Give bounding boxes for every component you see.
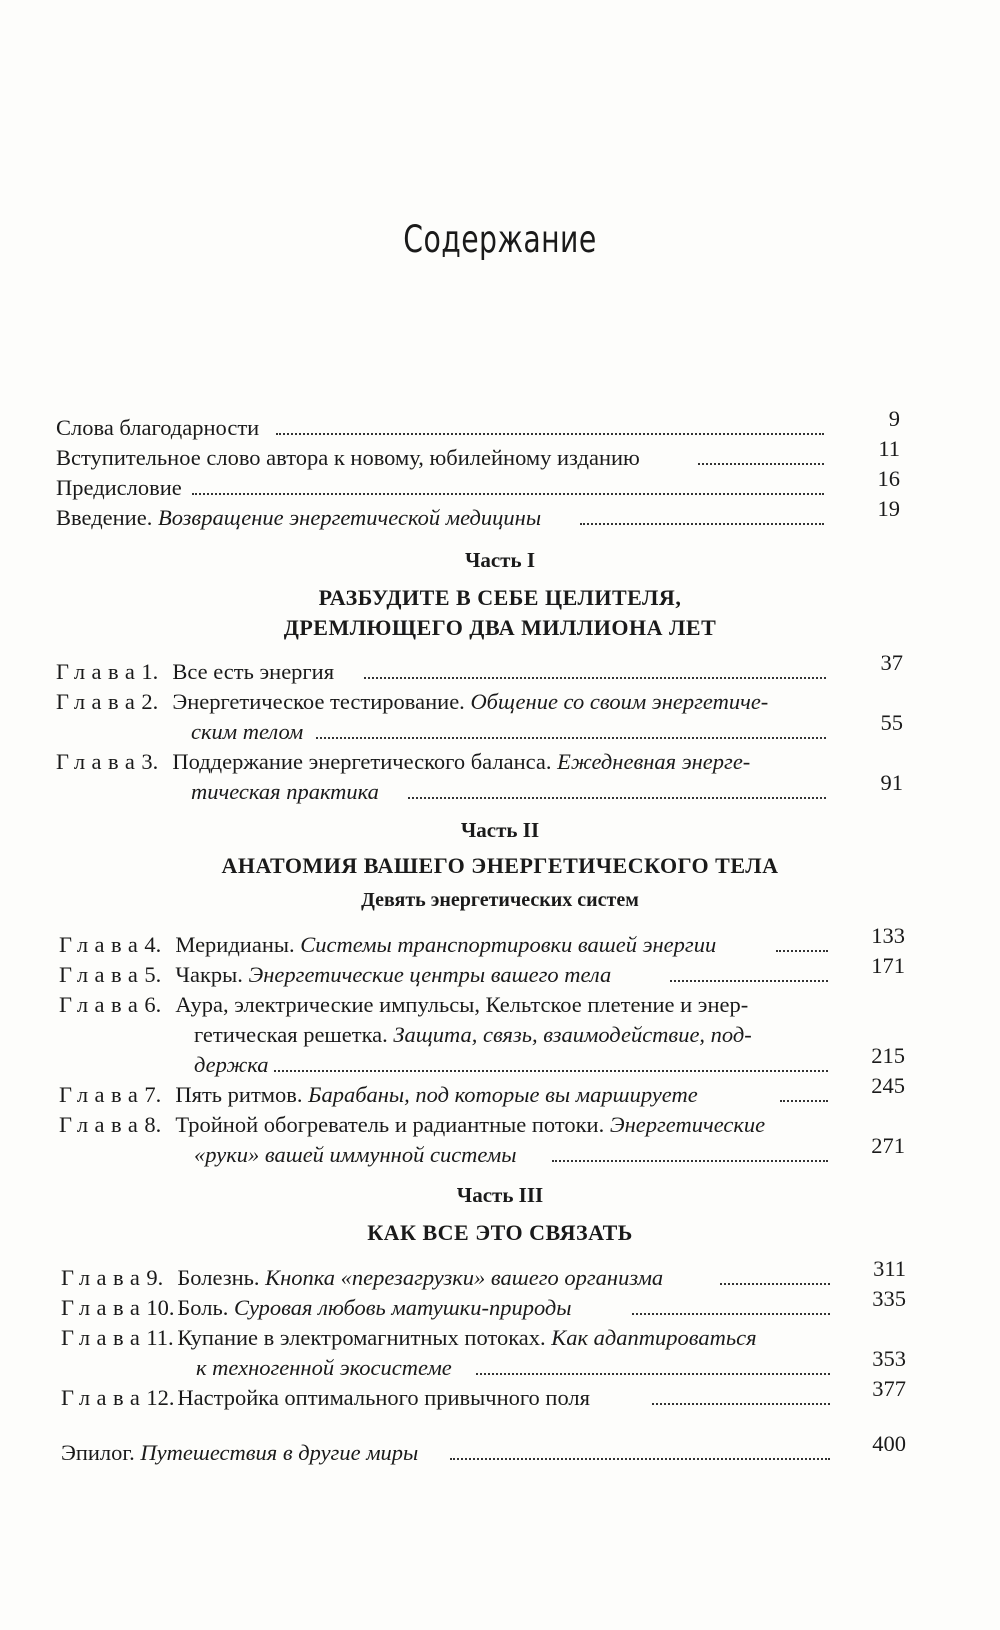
toc-entry-text: Слова благодарности <box>56 415 260 440</box>
dot-leader <box>364 675 826 679</box>
dot-leader <box>720 1281 830 1285</box>
toc-chapter-7[interactable] <box>59 1080 698 1110</box>
toc-chapter-8[interactable] <box>59 1110 765 1140</box>
chapter-subtitle: Защита, связь, взаимодействие, под- <box>393 1022 752 1047</box>
chapter-text: Купание в электромагнитных потоках. <box>177 1325 546 1350</box>
chapter-text: гетическая решетка. <box>194 1022 388 1047</box>
chapter-number: 4. <box>144 932 162 957</box>
dot-leader <box>276 431 824 435</box>
chapter-subtitle-cont: тическая практика <box>191 779 379 804</box>
toc-entry-subtitle: Возвращение энергетической медицины <box>157 505 542 530</box>
chapter-subtitle: Энергетические <box>609 1112 766 1137</box>
chapter-label: Глава <box>61 1295 147 1320</box>
page-number: 400 <box>872 1431 906 1456</box>
toc-entry-epilogue[interactable] <box>61 1438 418 1468</box>
toc-chapter-2[interactable] <box>56 687 768 717</box>
toc-chapter-5[interactable] <box>59 960 611 990</box>
chapter-number: 9. <box>146 1265 164 1290</box>
toc-entry-acknowledgements[interactable] <box>56 413 259 443</box>
page-number: 171 <box>871 953 905 978</box>
dot-leader <box>192 491 824 495</box>
chapter-label: Глава <box>61 1265 147 1290</box>
chapter-text: Чакры. <box>175 962 243 987</box>
toc-chapter-10[interactable] <box>61 1293 572 1323</box>
page-number: 11 <box>878 436 900 461</box>
chapter-number: 7. <box>144 1082 162 1107</box>
dot-leader <box>652 1401 830 1405</box>
chapter-subtitle: Суровая любовь матушки-природы <box>233 1295 572 1320</box>
page-number: 271 <box>871 1133 905 1158</box>
chapter-text: Поддержание энергетического баланса. <box>172 749 552 774</box>
chapter-label: Глава <box>59 992 145 1017</box>
chapter-text: Боль. <box>177 1295 229 1320</box>
toc-entry-text: Предисловие <box>56 475 182 500</box>
chapter-subtitle: Ежедневная энерге- <box>557 749 751 774</box>
chapter-subtitle: Кнопка «перезагрузки» вашего организма <box>265 1265 664 1290</box>
chapter-label: Глава <box>61 1325 147 1350</box>
chapter-label: Глава <box>61 1385 147 1410</box>
chapter-label: Глава <box>59 962 145 987</box>
dot-leader <box>450 1456 830 1460</box>
toc-entry-text: Вступительное слово автора к новому, юбилейному изданию <box>56 445 640 470</box>
toc-chapter-12[interactable] <box>61 1383 590 1413</box>
dot-leader <box>316 735 826 739</box>
toc-entry-introduction[interactable] <box>56 503 541 533</box>
part-title: АНАТОМИЯ ВАШЕГО ЭНЕРГЕТИЧЕСКОГО ТЕЛА <box>221 853 779 878</box>
chapter-number: 8. <box>144 1112 162 1137</box>
chapter-number: 12. <box>146 1385 175 1410</box>
toc-chapter-1[interactable] <box>56 657 334 687</box>
toc-entry-author-foreword[interactable] <box>56 443 640 473</box>
part-title: КАК ВСЕ ЭТО СВЯЗАТЬ <box>367 1220 633 1245</box>
chapter-text: Все есть энергия <box>172 659 335 684</box>
chapter-text-line2 <box>194 1020 752 1050</box>
chapter-subtitle-cont: «руки» вашей иммунной системы <box>194 1142 517 1167</box>
chapter-label: Глава <box>59 932 145 957</box>
dot-leader <box>274 1068 828 1072</box>
chapter-text: Аура, электрические импульсы, Кельтское плетение и энер- <box>175 992 749 1017</box>
part-title: РАЗБУДИТЕ В СЕБЕ ЦЕЛИТЕЛЯ, <box>318 585 682 610</box>
chapter-subtitle: Барабаны, под которые вы маршируете <box>308 1082 698 1107</box>
page-number: 37 <box>880 650 903 675</box>
chapter-subtitle-cont: ским телом <box>191 719 304 744</box>
dot-leader <box>780 1098 828 1102</box>
toc-chapter-9[interactable] <box>61 1263 663 1293</box>
chapter-subtitle: Как адаптироваться <box>551 1325 757 1350</box>
dot-leader <box>632 1311 830 1315</box>
chapter-subtitle: Общение со своим энергетиче- <box>470 689 769 714</box>
page-number: 16 <box>877 466 900 491</box>
toc-entry-text: Эпилог. <box>61 1440 135 1465</box>
page-number: 335 <box>872 1286 906 1311</box>
chapter-text: Пять ритмов. <box>175 1082 303 1107</box>
dot-leader <box>552 1158 828 1162</box>
chapter-subtitle-cont: к техногенной экосистеме <box>196 1355 452 1380</box>
chapter-number: 6. <box>144 992 162 1017</box>
chapter-number: 5. <box>144 962 162 987</box>
chapter-label: Глава <box>59 1112 145 1137</box>
page-title: Содержание <box>403 218 597 261</box>
toc-chapter-4[interactable] <box>59 930 716 960</box>
dot-leader <box>580 521 824 525</box>
chapter-label: Глава <box>56 749 142 774</box>
chapter-subtitle: Системы транспортировки вашей энергии <box>300 932 717 957</box>
chapter-text: Тройной обогреватель и радиантные потоки. <box>175 1112 605 1137</box>
page-number: 133 <box>871 923 905 948</box>
page-number: 55 <box>880 710 903 735</box>
chapter-label: Глава <box>56 659 142 684</box>
toc-entry-subtitle: Путешествия в другие миры <box>140 1440 419 1465</box>
chapter-text: Болезнь. <box>177 1265 260 1290</box>
dot-leader <box>670 978 828 982</box>
toc-entry-text: Введение. <box>56 505 153 530</box>
page-number: 311 <box>873 1256 906 1281</box>
part-label: Часть III <box>456 1183 544 1207</box>
page-number: 19 <box>877 496 900 521</box>
page-number: 245 <box>871 1073 905 1098</box>
part-subtitle: Девять энергетических систем <box>361 889 639 911</box>
page-number: 91 <box>880 770 903 795</box>
page-number: 377 <box>872 1376 906 1401</box>
page-number: 215 <box>871 1043 905 1068</box>
dot-leader <box>408 795 826 799</box>
toc-chapter-3[interactable] <box>56 747 750 777</box>
chapter-text: Энергетическое тестирование. <box>172 689 465 714</box>
chapter-number: 1. <box>141 659 159 684</box>
page-number: 9 <box>888 406 900 431</box>
toc-entry-preface[interactable] <box>56 473 182 503</box>
chapter-number: 11. <box>146 1325 174 1350</box>
chapter-text: Меридианы. <box>175 932 295 957</box>
part-label: Часть I <box>464 548 536 572</box>
part-title: ДРЕМЛЮЩЕГО ДВА МИЛЛИОНА ЛЕТ <box>283 615 717 640</box>
dot-leader <box>776 948 828 952</box>
chapter-subtitle: Энергетические центры вашего тела <box>248 962 612 987</box>
page-number: 353 <box>872 1346 906 1371</box>
toc-chapter-6[interactable] <box>59 990 748 1020</box>
chapter-number: 3. <box>141 749 159 774</box>
chapter-text: Настройка оптимального привычного поля <box>177 1385 590 1410</box>
chapter-subtitle-cont: держка <box>194 1052 269 1077</box>
chapter-number: 2. <box>141 689 159 714</box>
dot-leader <box>476 1371 830 1375</box>
chapter-number: 10. <box>146 1295 175 1320</box>
chapter-label: Глава <box>59 1082 145 1107</box>
part-label: Часть II <box>460 818 540 842</box>
toc-chapter-11[interactable] <box>61 1323 757 1353</box>
dot-leader <box>698 461 824 465</box>
chapter-label: Глава <box>56 689 142 714</box>
